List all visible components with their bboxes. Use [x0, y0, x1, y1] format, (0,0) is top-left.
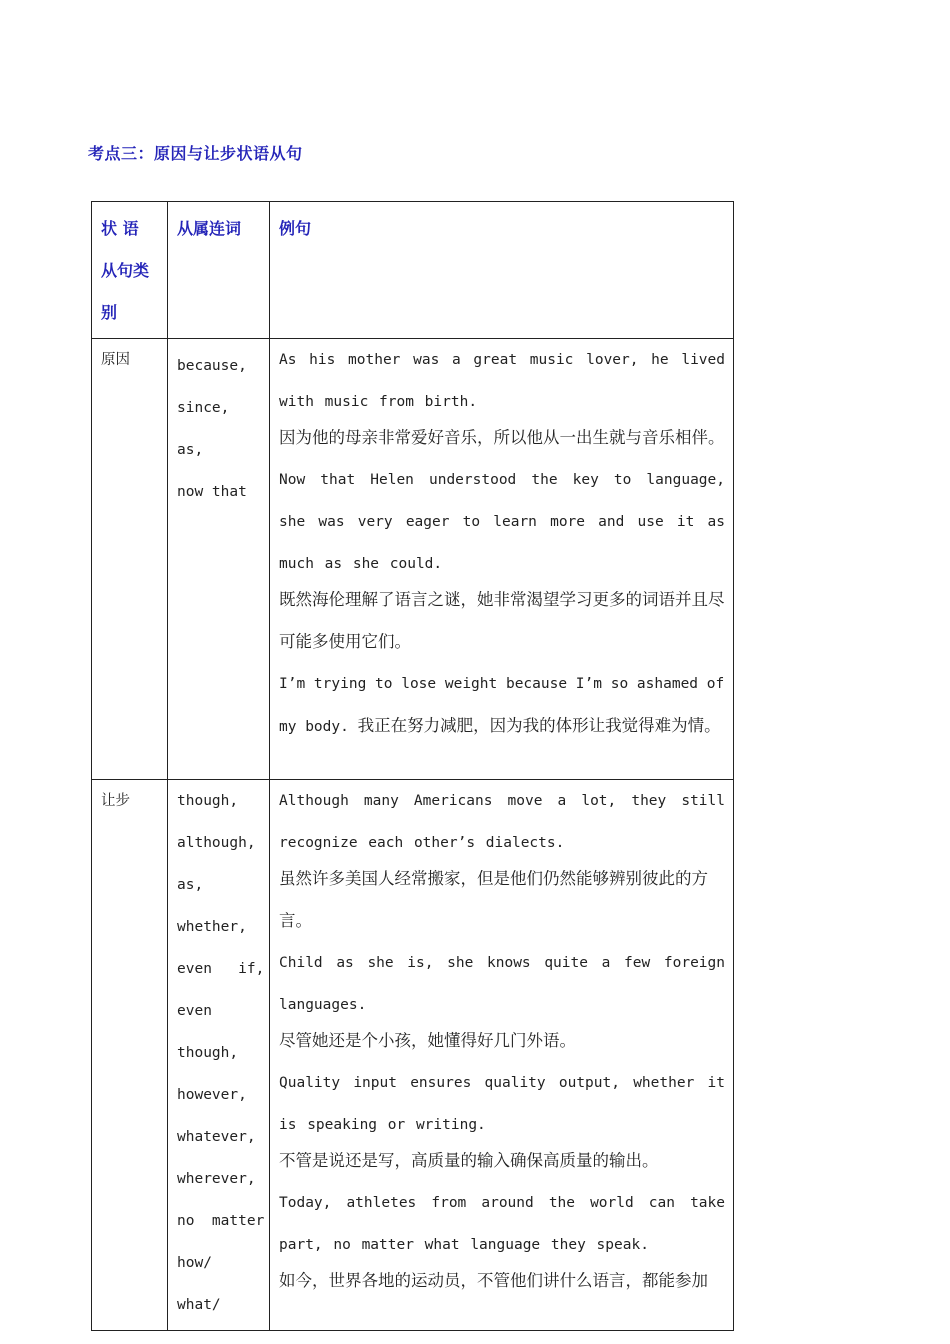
- example-en: Quality input ensures quality output, whether it is speaking or writing.: [279, 1075, 725, 1133]
- example-zh: 虽然许多美国人经常搬家，但是他们仍然能够辨别彼此的方言。: [279, 869, 708, 930]
- conjunction: even: [177, 1003, 212, 1019]
- example-zh: 尽管她还是个小孩，她懂得好几门外语。: [279, 1031, 576, 1050]
- clause-table: [91, 201, 734, 1331]
- table-header-row: [92, 202, 734, 339]
- conjunction: since, as,: [177, 400, 230, 458]
- conjunction: as,: [177, 877, 204, 893]
- conjunction: whatever,: [177, 1129, 256, 1145]
- example-zh: 既然海伦理解了语言之谜，她非常渴望学习更多的词语并且尽可能多使用它们。: [279, 590, 725, 651]
- section-heading: 考点三：原因与让步状语从句: [88, 144, 303, 163]
- example-en-zh: [279, 663, 725, 748]
- example-en: I’m trying to lose weight because I’m so ashamed of my body.: [279, 676, 725, 735]
- conjunction: although,: [177, 835, 256, 851]
- header-conjunctions: 从属连词: [168, 202, 270, 339]
- example-zh: 因为他的母亲非常爱好音乐，所以他从一出生就与音乐相伴。: [279, 428, 725, 447]
- conjunction: though,: [177, 793, 239, 809]
- conjunction: however,: [177, 1087, 247, 1103]
- example-cell: [270, 339, 734, 780]
- example-en: Although many Americans move a lot, they still recognize each other’s dialects.: [279, 793, 725, 851]
- conjunction: now that: [177, 484, 247, 500]
- example-zh: 如今，世界各地的运动员，不管他们讲什么语言，都能参加: [279, 1271, 708, 1290]
- conjunction: because,: [177, 358, 247, 374]
- conjunction: no matter: [177, 1213, 265, 1229]
- header-examples: 例句: [270, 202, 734, 339]
- example-zh: 我正在努力减肥，因为我的体形让我觉得难为情。: [357, 716, 721, 735]
- example-cell: [270, 780, 734, 1331]
- conjunction-cell: [168, 339, 270, 780]
- conjunction: how/ what/: [177, 1255, 221, 1313]
- header-category: 状 语 从句类别: [92, 202, 168, 339]
- conjunction: even if,: [177, 961, 265, 977]
- conjunction: wherever,: [177, 1171, 256, 1187]
- example-en: As his mother was a great music lover, he lived with music from birth.: [279, 352, 725, 410]
- example-en: Now that Helen understood the key to language, she was very eager to learn more and use it as much as she could.: [279, 472, 725, 572]
- example-zh: 不管是说还是写，高质量的输入确保高质量的输出。: [279, 1151, 659, 1170]
- category-cell: 让步: [92, 780, 168, 1331]
- example-en: Child as she is, she knows quite a few foreign languages.: [279, 955, 725, 1013]
- category-cell: 原因: [92, 339, 168, 780]
- example-en: Today, athletes from around the world can take part, no matter what language they speak.: [279, 1195, 725, 1253]
- conjunction: though,: [177, 1045, 239, 1061]
- conjunction-cell: [168, 780, 270, 1331]
- table-row: [92, 339, 734, 780]
- table-row: [92, 780, 734, 1331]
- conjunction: whether,: [177, 919, 247, 935]
